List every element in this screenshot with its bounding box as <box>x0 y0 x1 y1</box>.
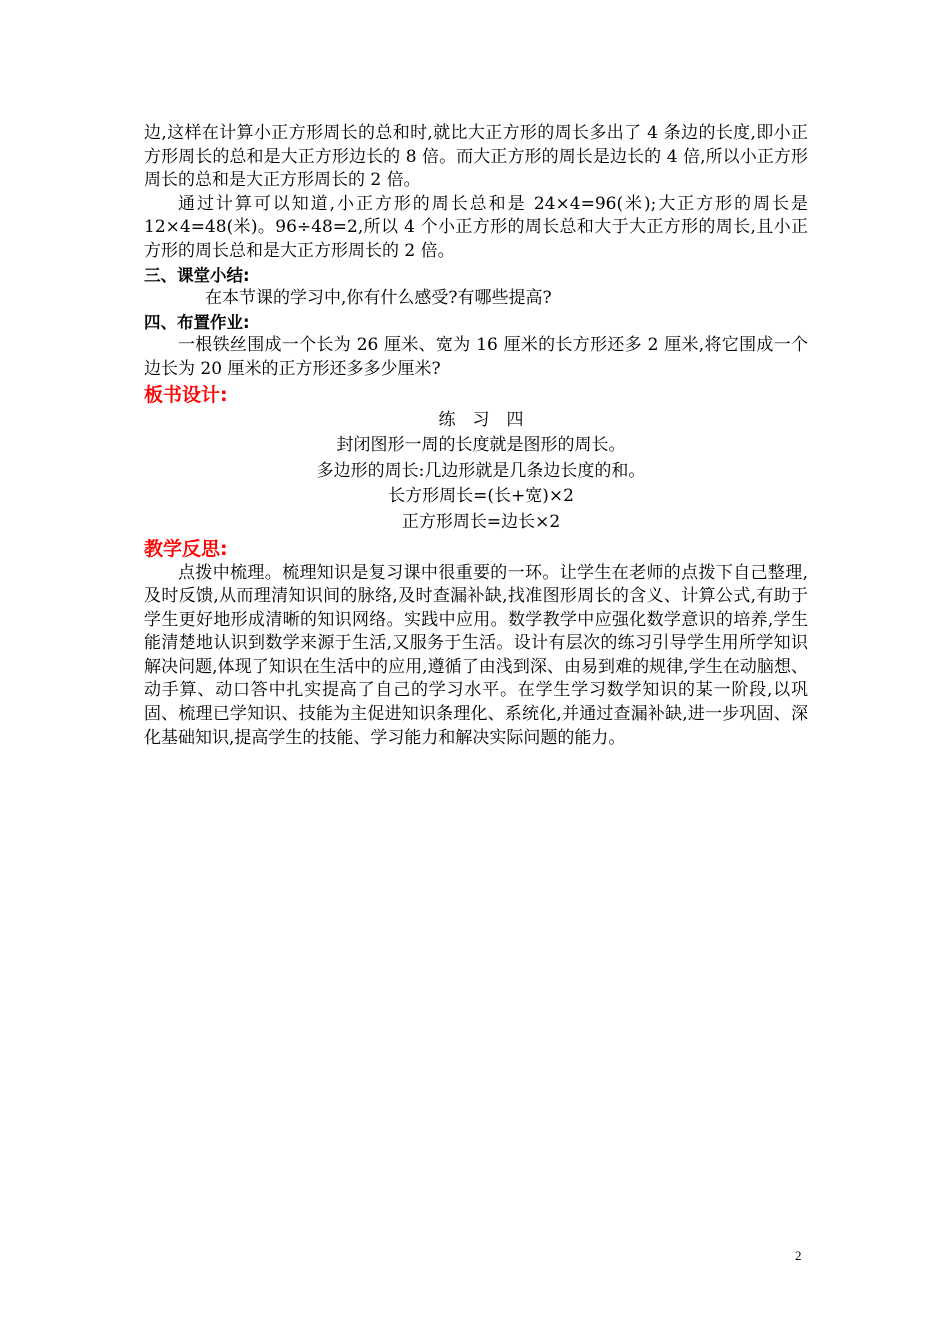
paragraph-summary: 在本节课的学习中,你有什么感受?有哪些提高? <box>205 288 552 309</box>
paragraph-reflection: 点拨中梳理。梳理知识是复习课中很重要的一环。让学生在老师的点拨下自己整理,及时反馈,从而理清知识间的脉络,及时查漏补缺,找准图形周长的含义、计算公式,有助于学生更好地形成清晰的知识网络。实践中应用。数学教学中应强化数学意识的培养,学生能清楚地认识到数学来源于生活,又服务于生活。设计有层次的练习引导学生用所学知识解决问题,体现了知识在生活中的应用,遵循了由浅到深、由易到难的规律,学生在动脑想、动手算、动口答中扎实提高了自己的学习水平。在学生学习数学知识的某一阶段,以巩固、梳理已学知识、技能为主促进知识条理化、系统化,并通过查漏补缺,进一步巩固、深化基础知识,提高学生的技能、学习能力和解决实际问题的能力。 <box>144 562 808 748</box>
board-line-4: 正方形周长=边长×2 <box>401 511 561 532</box>
board-line-1: 封闭图形一周的长度就是图形的周长。 <box>336 435 626 456</box>
paragraph-homework: 一根铁丝围成一个长为 26 厘米、宽为 16 厘米的长方形还多 2 厘米,将它围成一个边长为 20 厘米的正方形还多多少厘米? <box>144 335 808 379</box>
paragraph-calculation: 通过计算可以知道,小正方形的周长总和是 24×4=96(米);大正方形的周长是 12×4=48(米)。96÷48=2,所以 4 个小正方形的周长总和大于大正方形的周长,且小正方形的周长总和是大正方形周长的 2 倍。 <box>144 193 808 261</box>
heading-class-summary: 三、课堂小结: <box>144 265 250 285</box>
board-line-3: 长方形周长=(长+宽)×2 <box>388 486 574 507</box>
board-design <box>154 408 808 536</box>
heading-homework: 四、布置作业: <box>144 312 250 332</box>
board-title: 练 习 四 <box>438 409 524 430</box>
heading-board-design: 板书设计: <box>144 383 228 406</box>
board-line-2: 多边形的周长:几边形就是几条边长度的和。 <box>316 460 646 481</box>
paragraph-continued: 边,这样在计算小正方形周长的总和时,就比大正方形的周长多出了 4 条边的长度,即小正方形周长的总和是大正方形边长的 8 倍。而大正方形的周长是边长的 4 倍,所以小正方形周长的总和是大正方形周长的 2 倍。 <box>144 123 808 191</box>
page-content <box>144 122 808 750</box>
page-number: 2 <box>795 1248 802 1263</box>
heading-reflection: 教学反思: <box>144 537 228 560</box>
